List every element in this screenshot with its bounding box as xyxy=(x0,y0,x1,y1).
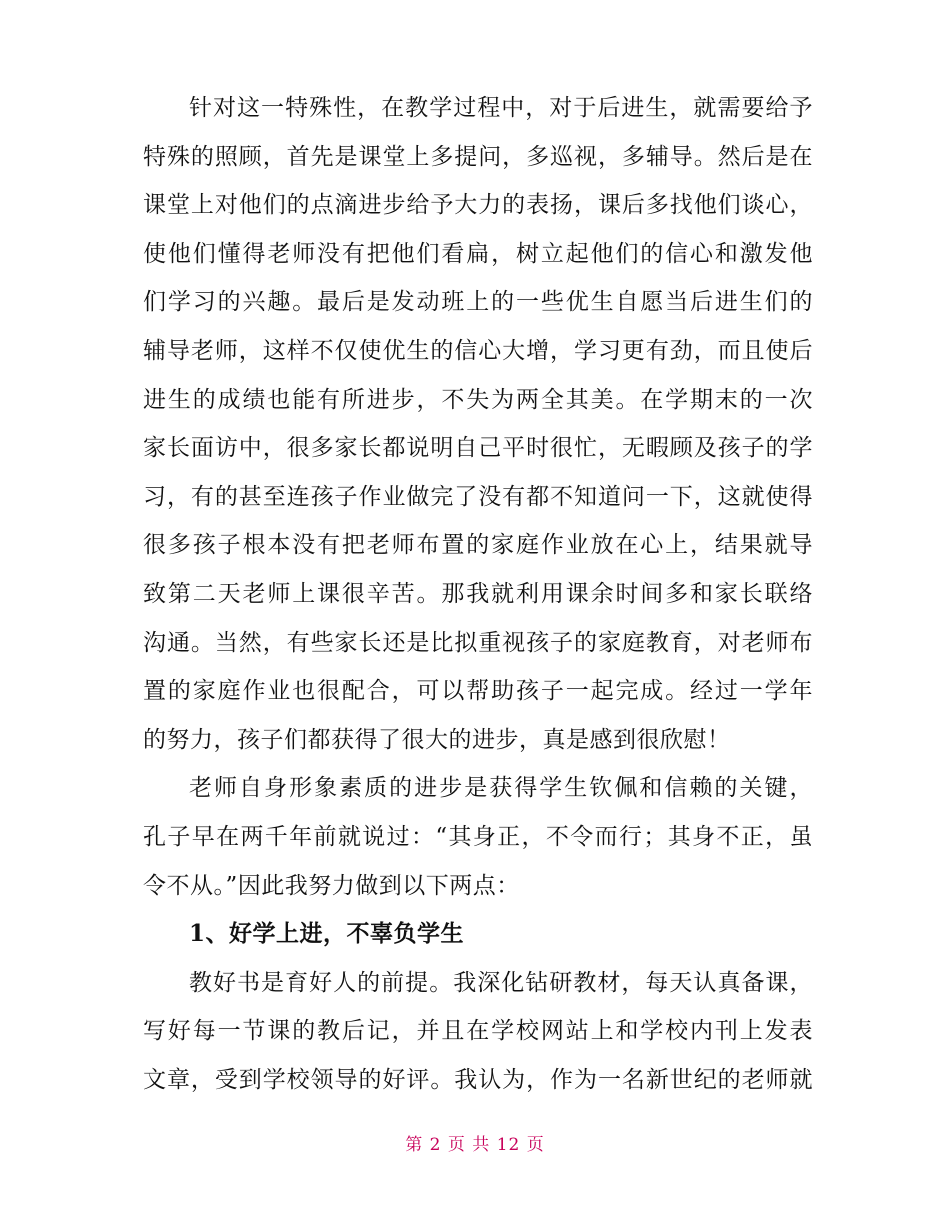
text-line: 特殊的照顾，首先是课堂上多提问，多巡视，多辅导。然后是在 xyxy=(143,143,813,170)
text-line: 使他们懂得老师没有把他们看扁，树立起他们的信心和激发他 xyxy=(143,240,813,267)
text-line: 老师自身形象素质的进步是获得学生钦佩和信赖的关键， xyxy=(189,775,813,802)
text-line: 文章，受到学校领导的好评。我认为，作为一名新世纪的老师就 xyxy=(143,1066,813,1093)
text-line: 针对这一特殊性，在教学过程中，对于后进生，就需要给予 xyxy=(189,95,813,121)
text-line: 习，有的甚至连孩子作业做完了没有都不知道问一下，这就使得 xyxy=(143,483,813,510)
document-body xyxy=(143,84,813,1104)
text-line: 家长面访中，很多家长都说明自己平时很忙，无暇顾及孩子的学 xyxy=(143,435,813,462)
text-line: 致第二天老师上课很辛苦。那我就利用课余时间多和家长联络 xyxy=(143,580,813,607)
text-line: 辅导老师，这样不仅使优生的信心大增，学习更有劲，而且使后 xyxy=(143,337,813,364)
text-line: 沟通。当然，有些家长还是比拟重视孩子的家庭教育，对老师布 xyxy=(143,629,813,656)
text-line: 课堂上对他们的点滴进步给予大力的表扬，课后多找他们谈心， xyxy=(143,192,813,219)
text-line: 进生的成绩也能有所进步，不失为两全其美。在学期末的一次 xyxy=(143,386,813,413)
paragraph xyxy=(143,764,813,910)
text-line: 的努力，孩子们都获得了很大的进步，真是感到很欣慰！ xyxy=(143,726,731,753)
text-line: 孔子早在两千年前就说过：“其身正，不令而行；其身不正，虽 xyxy=(143,823,813,850)
paragraph xyxy=(143,959,813,1105)
text-line: 写好每一节课的教后记，并且在学校网站上和学校内刊上发表 xyxy=(143,1018,813,1045)
text-line: 很多孩子根本没有把老师布置的家庭作业放在心上，结果就导 xyxy=(143,532,813,559)
text-line: 们学习的兴趣。最后是发动班上的一些优生自愿当后进生们的 xyxy=(143,289,813,316)
text-line: 教好书是育好人的前提。我深化钻研教材，每天认真备课， xyxy=(189,969,813,996)
paragraph xyxy=(143,84,813,764)
section-heading: 1、好学上进，不辜负学生 xyxy=(189,920,465,948)
text-line: 置的家庭作业也很配合，可以帮助孩子一起完成。经过一学年 xyxy=(143,678,813,705)
page-number: 第 2 页 共 12 页 xyxy=(405,1135,545,1155)
text-line: 令不从。”因此我努力做到以下两点： xyxy=(143,872,520,899)
